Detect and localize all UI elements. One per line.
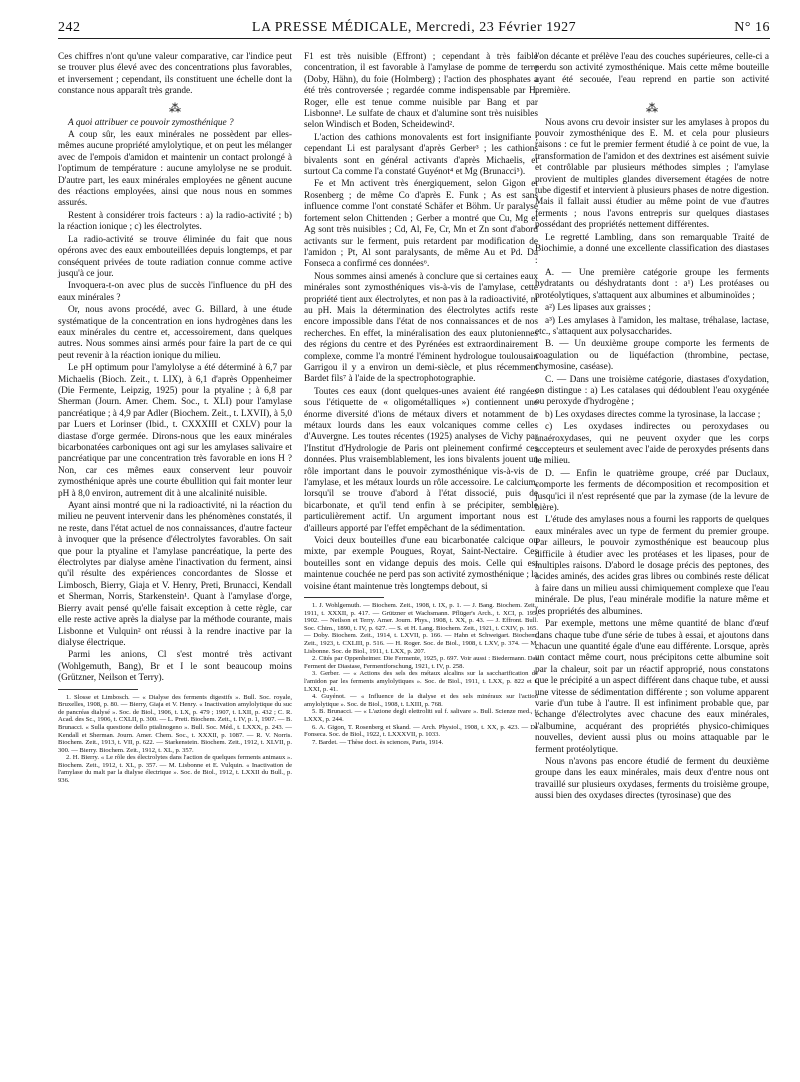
paragraph: Le pH optimum pour l'amylolyse a été déterminé à 6,7 par Michaelis (Bioch. Zeit., t. LIX), à 6,1 d'après Oppenheimer (Die Fermente, Leipzig, 1925) pour la ptyaline ; à 6,8 par Sherman (Journ. Amer. Chem. Soc., t. XLI) pour l'amylase pancréatique ; à 4,9 par Adler (Biochem. Zeit., t. LXVII), à 5,0 par Luers et Lorinser (Ibid., t. CXXXIII et CXLV) pour la diastase d'orge germée. Dirons-nous que les eaux minérales bicarbonatées carboniques ont agi sur les amylases salivaire et pancréatique par une concentration très favorable en ions H ? Non, car ces mêmes eaux conservent leur pouvoir zymosthénique après une courte ébullition qui fait monter leur pH à 8,0 environ, autrement dit à une alcalinité nuisible. xyxy=(58,363,292,499)
paragraph: La radio-activité se trouve éliminée du fait que nous opérons avec des eaux embouteillées depuis longtemps, et par conséquent privées de toute radiation connue comme active jusqu'à ce jour. xyxy=(58,234,292,279)
subsection-title: A quoi attribuer ce pouvoir zymosthénique ? xyxy=(68,117,234,128)
paragraph: c) Les oxydases indirectes ou peroxydases ou anaéroxydases, qui ne peuvent oxyder que les corps accepteurs et seulement avec l'aide de peroxydes présents dans le milieu. xyxy=(535,422,769,467)
paragraph: l'on décante et prélève l'eau des couches supérieures, celle-ci a perdu son activité zymosthénique. Mais cette même bouteille ayant été secouée, l'eau reprend en partie son activité première. xyxy=(535,52,769,97)
journal-title: LA PRESSE MÉDICALE, Mercredi, 23 Février 1927 xyxy=(251,20,577,35)
paragraph: Restent à considérer trois facteurs : a) la radio-activité ; b) la réaction ionique ; c) les électrolytes. xyxy=(58,210,292,233)
footnote: 7. Bardet. — Thèse doct. ès sciences, Paris, 1914. xyxy=(312,738,444,746)
footnote: 4. Guyénot. — « Influence de la dialyse et des sels minéraux sur l'action amylolytique ». Soc. de Biol., 1908, t. LXIII, p. 768. xyxy=(304,693,538,708)
column-left xyxy=(58,52,292,785)
page-header xyxy=(58,18,770,39)
section-separator: ⁂ xyxy=(646,100,658,115)
paragraph: Par exemple, mettons une même quantité de blanc d'œuf dans chaque tube d'une série de tubes à essai, et ajoutons dans chacun une quantité égale d'une eau différente. Lorsque, après un contact même court, nous précipitons cette albumine soit par la chaleur, soit par un réactif approprié, nous constatons que le précipité a un aspect différent dans chaque tube, et aussi une vitesse de sédimentation différente ; son volume apparent varie d'un tube à l'autre. Il est infiniment probable que, par échange d'électrolytes avec chacune des eaux minérales, l'albumine, acquérant des propriétés physico-chimiques nouvelles, devient aussi plus ou moins attaquable par le ferment protéolytique. xyxy=(535,619,769,755)
paragraph: Fe et Mn activent très énergiquement, selon Gigon et Rosenberg ; de même Co d'après E. Funk ; As est sans influence comme l'ont constaté Schäfer et Böhm. Ur paralyse fortement selon Chittenden ; Gerber a montré que Cu, Mg et Ag sont très nuisibles ; Cd, Al, Fe, Cr, Mn et Zn sont d'abord activants sur le ferment, puis retardent par modification de l'amidon ; Pt, Al sont paralysants, de même Au et Pd. Da Fonseca a confirmé ces données⁶. xyxy=(304,179,538,270)
paragraph: L'étude des amylases nous a fourni les rapports de quelques eaux minérales avec un type de ferment du premier groupe. Par ailleurs, le pouvoir zymosthénique est beaucoup plus difficile à étudier avec les protéases et les lipases, pour de multiples raisons. D'abord le dosage précis des peptones, des acides aminés, des acides gras libres ou combinés reste délicat à faire dans un milieu aussi chimiquement complexe que l'eau minérale. De plus, l'eau minérale modifie la nature même et les propriétés des albumines. xyxy=(535,515,769,617)
paragraph: Or, nous avons procédé, avec G. Billard, à une étude systématique de la concentration en ions hydrogènes dans les eaux minérales du centre et, accessoirement, dans quelques autres. Nous sommes ainsi armés pour faire la part de ce qui peut revenir à la réaction ionique du milieu. xyxy=(58,305,292,361)
paragraph: D. — Enfin le quatrième groupe, créé par Duclaux, comporte les ferments de décomposition et recomposition et jusqu'ici il n'est représenté que par la zymase (de la levure de bière). xyxy=(535,468,769,514)
footnotes xyxy=(58,689,292,785)
column-middle xyxy=(304,52,538,746)
paragraph: Invoquera-t-on avec plus de succès l'influence du pH des eaux minérales ? xyxy=(58,281,292,303)
paragraph: C. — Dans une troisième catégorie, diastases d'oxydation, on distingue : a) Les catalases qui dédoublent l'eau oxygénée ou peroxyde d'hydrogène ; xyxy=(535,374,769,408)
paragraph: a³) Les amylases à l'amidon, les maltase, tréhalase, lactase, etc., s'attaquent aux polysaccharides. xyxy=(535,315,769,337)
paragraph: Nous sommes ainsi amenés à conclure que si certaines eaux minérales sont zymosthéniques vis-à-vis de l'amylase, cette propriété tient aux électrolytes, et non pas à la radioactivité, ni au pH. Mais la détermination des électrolytes actifs reste encore impossible dans l'état de nos connaissances et de nos recherches. En effet, la minéralisation des eaux plutoniennes des régions du centre et des Pyrénées est extraordinairement complexe, comme l'a montré l'éminent hydrologue toulousain Garrigou il y a environ un demi-siècle, et plus récemment Bardet fils⁷ à l'aide de la spectrophotographie. xyxy=(304,271,538,385)
paragraph: B. — Un deuxième groupe comporte les ferments de coagulation ou de liquéfaction (thrombine, pectase, chymosine, caséase). xyxy=(535,339,769,373)
paragraph: A. — Une première catégorie groupe les ferments hydratants ou déshydratants dont : a¹) Les protéases ou protéolytiques, s'attaquent aux albumines et albuminoïdes ; xyxy=(535,267,769,301)
footnote: 1. Slosse et Limbosch. — « Dialyse des ferments digestifs ». Bull. Soc. royale, Bruxelles, 1908, p. 80. — Bierry, Giaja et V. Henry. « Inactivation amylolytique du suc de pancréas dialysé ». Soc. de Biol., 1906, t. LX, p. 479 ; 1907, t. LXII, p. 432 ; C. R. Acad. des Sc., 1906, t. CXLII, p. 300. — L. Preti. Biochem. Zeit., t. IV, p. 1, 1907. — B. Brunacci. « Sulla questione dello ptialinogeno ». Bull. Soc. Méd., t. LXXX, p. 243. — Kendall et Sherman. Journ. Amer. Chem. Soc., t. XXXII, p. 1087. — R. V. Norris. Biochem. Zeit., 1913, t. VII, p. 622. — Starkenstein. Biochem. Zeit., 1912, t. XLVII, p. 300. — Bierry. Biochem. Zeit., 1912, t. XL, p. 357. xyxy=(58,693,292,754)
paragraph: Voici deux bouteilles d'une eau bicarbonatée calcique ou mixte, par exemple Pougues, Royat, Saint-Nectaire. Ces bouteilles sont en vidange depuis des mois. Celle qui est maintenue couchée ne perd pas son activité zymosthénique ; la voisine étant maintenue très longtemps debout, si xyxy=(304,536,538,592)
footnote: 5. B. Brunacci. — « L'azione degli elettroliti sul f. salivare ». Bull. Scienze med., t. LXXX, p. 244. xyxy=(304,708,538,723)
footnote: 3. Gerber. — « Actions des sels des métaux alcalins sur la saccharification de l'amidon par les ferments amylolytiques ». Soc. de Biol., 1911, t. LXX, p. 822 et t. LXXI, p. 41. xyxy=(304,670,538,693)
paragraph: Ayant ainsi montré que ni la radioactivité, ni la réaction du milieu ne peuvent intervenir dans les phénomènes constatés, il ne reste, dans l'état actuel de nos connaissances, d'autre facteur à invoquer que la présence d'électrolytes favorables. On sait que pour la ptyaline et l'amylase pancréatique, la perte des électrolytes par dialyse amène l'inactivation du ferment, ainsi qu'il résulte des expériences concordantes de Slosse et Limbosch, Bierry, Giaja et V. Henry, Preti, Brunacci, Kendall et Sherman, Norris, Starkenstein¹. Quant à l'amylase d'orge, Bierry avait pensé qu'elle faisait exception à cette règle, car elle reste active après la dialyse par la méthode courante, mais Lisbonne et Vulquin² ont réussi à la rendre inactive par la dialyse électrique. xyxy=(58,501,292,648)
footnote: 6. A. Gigon, T. Rosenberg et Skand. — Arch. Physiol., 1908, t. XX, p. 423. — De Fonseca. Soc. de Biol., 1922, t. LXXXVII, p. 1033. xyxy=(304,723,538,739)
paragraph: Toutes ces eaux (dont quelques-unes avaient été rangées sous l'étiquette de « oligométalliques ») contiennent une énorme diversité d'ions de métaux divers et notamment de métaux lourds dans les eaux volcaniques comme celles d'Auvergne. Les toutes récentes (1925) analyses de Vichy par l'Institut d'Hydrologie de Paris ont pleinement confirmé ces données. Plus vraisemblablement, les ions bivalents jouent un rôle important dans le pouvoir zymosthénique vis-à-vis de l'amylase, et les métaux lourds un rôle accessoire. Le calcium, lorsqu'il se trouve d'abord à l'état dissocié, puis de bicarbonate, et qu'il tend enfin à se précipiter, semble particulièrement actif. Un argument important nous est d'ailleurs apporté par l'effet empêchant de la sédimentation. xyxy=(304,386,538,534)
paragraph: a²) Les lipases aux graisses ; xyxy=(545,303,651,314)
footnotes xyxy=(304,597,538,746)
paragraph: Nous avons cru devoir insister sur les amylases à propos du pouvoir zymosthénique des E. M. et cela pour plusieurs raisons : ce fut le premier ferment étudié à ce point de vue, la transformation de l'amidon et des dextrines est aisément suivie et contrôlable par plusieurs méthodes simples ; l'amylase provient de multiples glandes diversement étagées de notre tube digestif et intervient à plusieurs phases de notre digestion. Mais il fallait aussi étudier au même point de vue d'autres ferments ; nous l'avons entrepris sur quelques diastases possédant des propriétés nettement différentes. xyxy=(535,117,769,231)
footnote: 2. Cités par Oppenheimer. Die Fermente, 1925, p. 697. Voir aussi : Biedermann. Das Ferment der Diastase, Fermentforschung, 1921, t. IV, p. 258. xyxy=(304,655,538,670)
section-separator: ⁂ xyxy=(169,100,181,115)
paragraph: Parmi les anions, Cl s'est montré très activant (Wohlgemuth, Bang), Br et I le sont beaucoup moins (Grützner, Neilson et Terry). xyxy=(58,650,292,684)
paragraph: Le regretté Lambling, dans son remarquable Traité de Biochimie, a donné une excellente classification des diastases : xyxy=(535,232,769,266)
footnote: 2. H. Bierry. « Le rôle des électrolytes dans l'action de quelques ferments animaux ». Biochem. Zeit., 1912, t. XL, p. 357. — M. Lisbonne et E. Vulquin. « Inactivation de l'amylase du malt par la dialyse électrique ». Soc. de Biol., 1912, t. LXXII du Bull., p. 936. xyxy=(58,754,292,785)
footnote-rule xyxy=(58,689,138,690)
paragraph: A coup sûr, les eaux minérales ne possèdent par elles-mêmes aucune propriété amylolytique, et on peut les mélanger avec de l'empois d'amidon et maintenir un contact prolongé à l'optimum de température : aucune amylolyse ne se produit. D'autre part, les eaux minérales employées ne gênent aucune des réactions employées, ainsi que nous nous en sommes assurés. xyxy=(58,130,292,209)
paragraph: L'action des cathions monovalents est fort insignifiante ; cependant Li est paralysant d'après Gerber³ ; les cathions bivalents sont en général activants d'après Michaelis, et surtout Ca comme l'a constaté Guyénot⁴ et Mg (Brunacci⁵). xyxy=(304,132,538,178)
paragraph: F1 est très nuisible (Effront) ; cependant à très faible concentration, il est favorable à l'amylase de pomme de terre (Doby, Hähn), du foie (Holmberg) ; l'action des phosphates a été très controversée ; regardée comme indispensable par H. Roger, elle est tenue comme nuisible par Bang et par Lisbonne¹. Le sulfate de chaux et d'alumine sont très nuisibles selon Windisch et Boden, Scheidewind². xyxy=(304,52,538,131)
paragraph: b) Les oxydases directes comme la tyrosinase, la laccase ; xyxy=(545,409,761,420)
column-right xyxy=(535,52,769,804)
page-number: 242 xyxy=(58,20,81,35)
paragraph: Ces chiffres n'ont qu'une valeur comparative, car l'indice peut se trouver plus élevé avec des concentrations plus favorables, et inversement ; cependant, ils constituent une échelle dont la constance nous apparaît très grande. xyxy=(58,52,292,97)
issue-number: N° 16 xyxy=(734,20,770,35)
footnote-rule xyxy=(304,597,384,598)
paragraph: Nous n'avons pas encore étudié de ferment du deuxième groupe dans les eaux minérales, mais deux d'entre nous ont travaillé sur plusieurs oxydases, ferments du troisième groupe, aussi bien des oxydases directes (tyrosinase) que des xyxy=(535,756,769,802)
footnote: 1. J. Wohlgemuth. — Biochem. Zeit., 1908, t. IX, p. 1. — J. Bang. Biochem. Zeit., 1911, t. XXXII, p. 417. — Grützner et Wachsmann. Pflüger's Arch., t. XCI, p. 195, 1902. — Neilson et Terry. Amer. Journ. Phys., 1908, t. XX, p. 43. — J. Effront. Bull. Soc. Chim., 1890, t. IV, p. 627. — S. et H. Lang. Biochem. Zeit., 1921, t. CXIV, p. 165. — Doby. Biochem. Zeit., 1914, t. LXVII, p. 166. — Hahn et Schweigart. Biochem. Zeit., 1923, t. CXLIII, p. 516. — H. Roger. Soc. de Biol., 1908, t. LXV, p. 374. — M. Lisbonne. Soc. de Biol., 1911, t. LXX, p. 207. xyxy=(304,602,538,655)
